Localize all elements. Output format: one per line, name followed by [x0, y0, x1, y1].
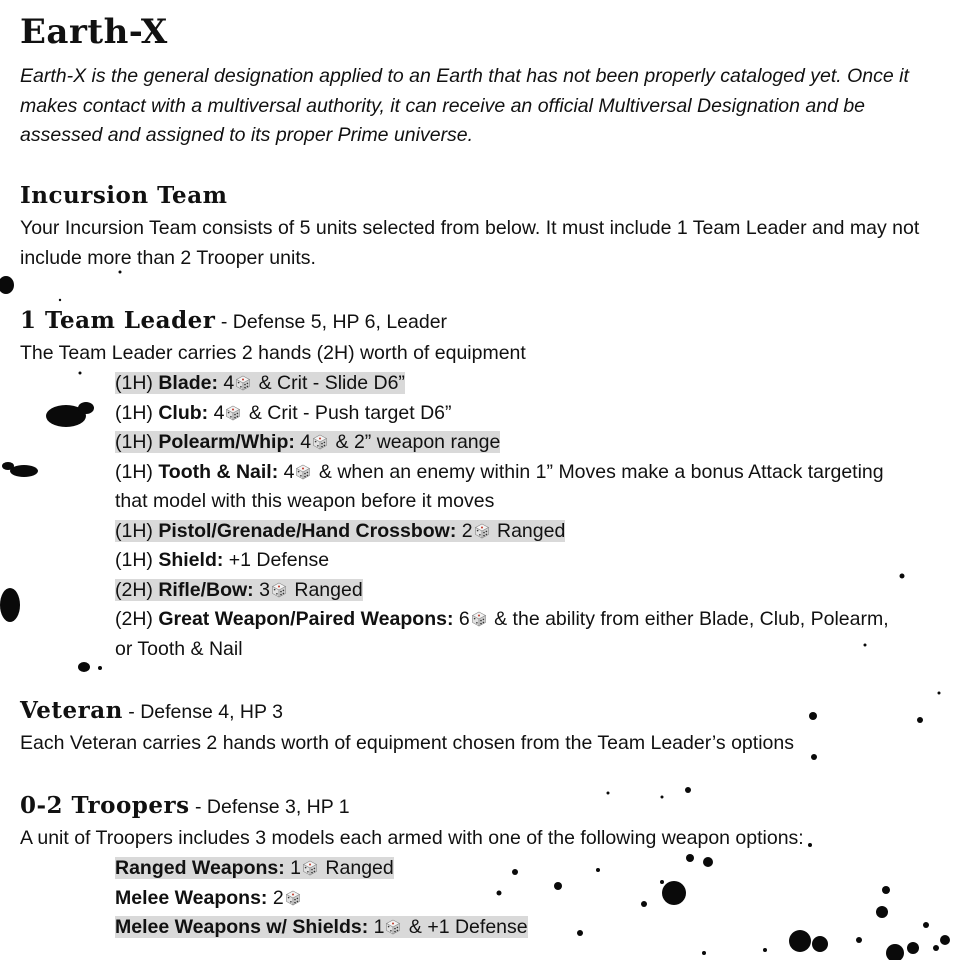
equipment-item	[115, 369, 895, 399]
weapon-value: 2	[267, 886, 284, 909]
equipment-effect: Ranged	[288, 578, 363, 601]
veteran-stats: - Defense 4, HP 3	[122, 701, 283, 723]
equipment-effect: & the ability from either Blade, Club, Polearm, or Tooth & Nail	[115, 608, 889, 660]
equipment-item	[115, 576, 895, 606]
equipment-item	[115, 428, 895, 458]
incursion-team-text: Your Incursion Team consists of 5 units selected from below. It must include 1 Team Leader and may not include more than 2 Trooper units.	[20, 217, 920, 269]
equipment-hands: (1H)	[115, 431, 159, 453]
troopers-header	[20, 792, 350, 819]
team-leader-header	[20, 307, 447, 334]
team-leader-name: 1 Team Leader	[20, 307, 216, 334]
equipment-hands: (1H)	[115, 372, 159, 394]
equipment-value: 4	[278, 460, 295, 483]
equipment-value: 4	[294, 431, 312, 453]
equipment-value: 2	[456, 519, 473, 542]
equipment-name: Pistol/Grenade/Hand Crossbow:	[158, 519, 457, 542]
d6-die-icon	[285, 886, 301, 902]
equipment-name: Great Weapon/Paired Weapons:	[158, 608, 454, 630]
troopers-name: 0-2 Troopers	[20, 792, 190, 819]
equipment-item	[115, 517, 895, 547]
equipment-item	[115, 399, 895, 429]
troopers-stats: - Defense 3, HP 1	[189, 796, 350, 818]
equipment-name: Shield:	[158, 549, 224, 571]
equipment-name: Tooth & Nail:	[158, 460, 279, 483]
equipment-highlight	[115, 579, 363, 601]
d6-die-icon	[271, 578, 287, 594]
equipment-hands: (1H)	[115, 549, 159, 571]
weapon-name: Ranged Weapons:	[115, 857, 285, 879]
equipment-value: 4	[208, 401, 225, 424]
weapon-name: Melee Weapons w/ Shields:	[115, 916, 369, 938]
d6-die-icon	[295, 460, 311, 476]
incursion-team-heading: Incursion Team	[20, 182, 228, 209]
troopers-weapon-list	[115, 854, 895, 943]
weapon-highlight	[115, 916, 528, 938]
team-leader-desc: The Team Leader carries 2 hands (2H) worth of equipment	[20, 342, 526, 364]
equipment-hands: (2H)	[115, 608, 159, 630]
equipment-effect: & Crit - Slide D6”	[253, 372, 405, 394]
d6-die-icon	[225, 401, 241, 417]
weapon-highlight	[115, 857, 394, 879]
team-leader-equipment-list	[115, 369, 895, 664]
equipment-hands: (1H)	[115, 460, 159, 483]
veteran-header	[20, 697, 283, 724]
equipment-name: Rifle/Bow:	[158, 578, 254, 601]
troopers-desc: A unit of Troopers includes 3 models each armed with one of the following weapon options:	[20, 827, 804, 849]
equipment-value: 4	[217, 372, 235, 394]
equipment-item	[115, 546, 895, 576]
equipment-hands: (2H)	[115, 578, 159, 601]
page-title: Earth-X	[20, 12, 168, 52]
weapon-option	[115, 884, 895, 914]
equipment-value: +1 Defense	[223, 549, 330, 571]
equipment-item	[115, 605, 895, 664]
weapon-value: 1	[284, 857, 302, 879]
d6-die-icon	[385, 915, 401, 931]
equipment-highlight	[115, 372, 405, 394]
weapon-name: Melee Weapons:	[115, 886, 268, 909]
equipment-effect: Ranged	[491, 519, 566, 542]
equipment-value: 6	[453, 608, 470, 630]
weapon-option	[115, 913, 895, 943]
d6-die-icon	[235, 371, 251, 387]
equipment-hands: (1H)	[115, 519, 159, 542]
weapon-option	[115, 854, 895, 884]
weapon-effect: Ranged	[320, 857, 394, 879]
d6-die-icon	[474, 519, 490, 535]
d6-die-icon	[312, 430, 328, 446]
equipment-name: Polearm/Whip:	[158, 431, 295, 453]
equipment-effect: & when an enemy within 1” Moves make a bonus Attack targeting that model with this weapon before it moves	[115, 460, 884, 512]
equipment-highlight	[115, 520, 565, 542]
equipment-hands: (1H)	[115, 401, 159, 424]
equipment-effect: & Crit - Push target D6”	[243, 401, 452, 424]
intro-paragraph: Earth-X is the general designation applied to an Earth that has not been properly cataloged yet. Once it makes contact with a multiversal authority, it can receive an official Multiversal Designation and be assessed and assigned to its proper Prime universe.	[20, 65, 909, 146]
equipment-name: Blade:	[158, 372, 218, 394]
weapon-value: 1	[368, 916, 385, 938]
veteran-desc: Each Veteran carries 2 hands worth of equipment chosen from the Team Leader’s options	[20, 732, 794, 754]
d6-die-icon	[302, 856, 318, 872]
equipment-name: Club:	[158, 401, 209, 424]
weapon-effect: & +1 Defense	[403, 916, 528, 938]
equipment-highlight	[115, 431, 500, 453]
d6-die-icon	[471, 607, 487, 623]
equipment-effect: & 2” weapon range	[330, 431, 501, 453]
team-leader-stats: - Defense 5, HP 6, Leader	[215, 311, 448, 333]
veteran-name: Veteran	[20, 697, 123, 724]
equipment-value: 3	[253, 578, 270, 601]
equipment-item	[115, 458, 895, 517]
